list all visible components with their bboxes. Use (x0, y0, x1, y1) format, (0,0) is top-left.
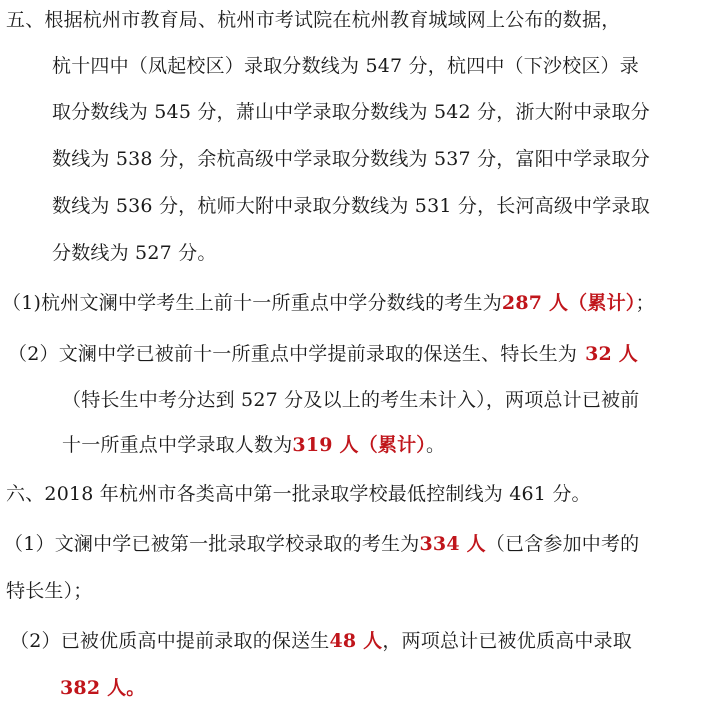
section5-item2-line1 (8, 340, 638, 368)
item-text: （1)杭州文澜中学考生上前十一所重点中学分数线的考生为 (2, 292, 502, 314)
item-text: （2）已被优质高中提前录取的保送生 (10, 630, 330, 652)
highlight-count: 334 人 (419, 533, 486, 555)
item-text: ，两项总计已被优质高中录取 (382, 630, 632, 652)
section5-line2: 杭十四中（凤起校区）录取分数线为 547 分，杭四中（下沙校区）录 (52, 55, 639, 77)
highlight-count: 287 人（累计） (501, 292, 636, 314)
item-text: （1）文澜中学已被第一批录取学校录取的考生为 (4, 533, 420, 555)
section6-item2-line1 (10, 627, 632, 655)
section6-item1-line2: 特长生）； (6, 580, 93, 602)
item-text: ； (635, 292, 655, 314)
section5-item2-line2: （特长生中考分达到 527 分及以上的考生未计入），两项总计已被前 (62, 389, 640, 411)
item-text: 十一所重点中学录取人数为 (62, 434, 293, 456)
item-text: （2）文澜中学已被前十一所重点中学提前录取的保送生、特长生为 (8, 343, 578, 365)
highlight-count: 48 人 (329, 630, 383, 652)
item-text: 。 (126, 677, 146, 699)
section5-line1: 五、根据杭州市教育局、杭州市考试院在杭州教育城域网上公布的数据， (6, 9, 621, 31)
section5-line4: 数线为 538 分，余杭高级中学录取分数线为 537 分，富阳中学录取分 (52, 148, 650, 170)
item-text: （已含参加中考的 (485, 533, 640, 555)
highlight-count: 32 人 (585, 343, 638, 365)
item-text: 。 (425, 434, 446, 456)
highlight-count: 319 人（累计） (292, 434, 426, 456)
section5-line3: 取分数线为 545 分，萧山中学录取分数线为 542 分，浙大附中录取分 (52, 101, 650, 123)
section6-item2-line2 (60, 674, 145, 702)
section5-line5: 数线为 536 分，杭师大附中录取分数线为 531 分，长河高级中学录取 (52, 195, 650, 217)
section5-item2-line3 (62, 431, 445, 459)
section6-item1-line1 (4, 530, 639, 558)
section6-line1: 六、2018 年杭州市各类高中第一批录取学校最低控制线为 461 分。 (6, 483, 591, 505)
highlight-count: 382 人 (60, 677, 127, 699)
section5-item1 (2, 289, 655, 317)
section5-line6: 分数线为 527 分。 (52, 242, 217, 264)
